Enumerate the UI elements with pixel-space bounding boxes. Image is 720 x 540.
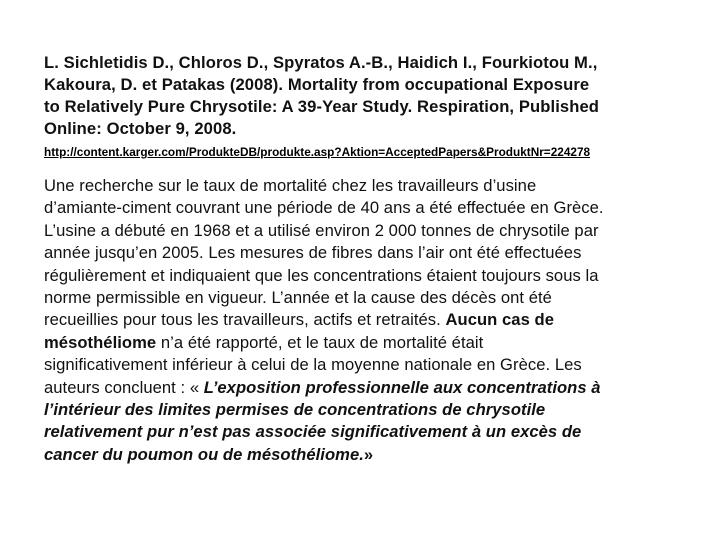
summary-paragraph (44, 175, 714, 466)
quote-text: relativement pur n’est pas associée significativement à un excès de (44, 422, 582, 442)
paragraph-line: n’a été rapporté, et le taux de mortalité était (160, 332, 484, 352)
citation-line: L. Sichletidis D., Chloros D., Spyratos A.-B., Haidich I., Fourkiotou M., (44, 53, 598, 72)
quote-text: L’exposition professionnelle aux concentrations à (203, 377, 601, 397)
quote-close-mark: » (363, 444, 374, 464)
citation-line: to Relatively Pure Chrysotile: A 39-Year Study. Respiration, Published (44, 97, 600, 116)
citation-line: Online: October 9, 2008. (44, 119, 237, 138)
paragraph-line: auteurs concluent : « (44, 377, 200, 397)
paragraph-line: d’amiante-ciment couvrant une période de 40 ans a été effectuée en Grèce. (44, 198, 604, 218)
paragraph-line: norme permissible en vigueur. L’année et la cause des décès ont été (44, 288, 552, 308)
paragraph-line: régulièrement et indiquaient que les concentrations étaient toujours sous la (44, 265, 599, 285)
slide-content (44, 52, 714, 466)
citation-line: Kakoura, D. et Patakas (2008). Mortality from occupational Exposure (44, 75, 590, 94)
source-link[interactable]: http://content.karger.com/ProdukteDB/produkte.asp?Aktion=AcceptedPapers&ProduktNr=224278 (44, 145, 591, 159)
quote-text: l’intérieur des limites permises de concentrations de chrysotile (44, 400, 546, 420)
paragraph-line: Une recherche sur le taux de mortalité chez les travailleurs d’usine (44, 176, 537, 195)
citation-block (44, 52, 714, 140)
emphasis-text: Aucun cas de (445, 310, 554, 330)
paragraph-line: significativement inférieur à celui de la moyenne nationale en Grèce. Les (44, 355, 582, 375)
quote-text: cancer du poumon ou de mésothéliome. (44, 444, 364, 464)
paragraph-line: L’usine a débuté en 1968 et a utilisé environ 2 000 tonnes de chrysotile par (44, 220, 599, 240)
emphasis-text: mésothéliome (44, 332, 157, 352)
paragraph-line: recueillies pour tous les travailleurs, actifs et retraités. (44, 310, 441, 330)
paragraph-line: année jusqu’en 2005. Les mesures de fibres dans l’air ont été effectuées (44, 243, 582, 263)
